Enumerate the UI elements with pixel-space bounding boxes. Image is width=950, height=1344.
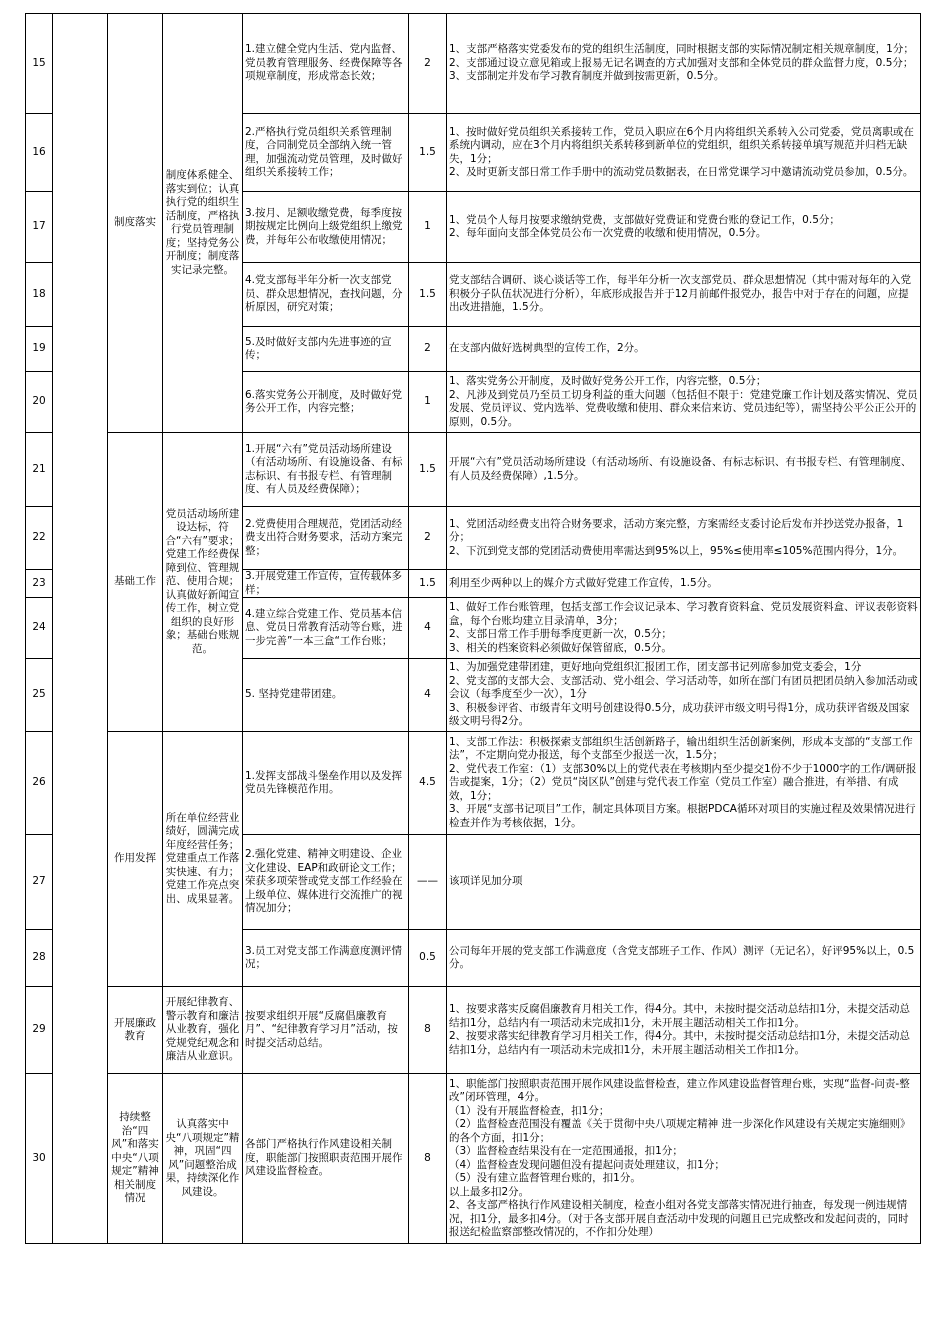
rule-cell: 1、做好工作台账管理，包括支部工作会议记录本、学习教育资料盒、党员发展资料盒、评议表彰资料盒，每个台账均建立目录清单，3分； 2、支部日常工作手册每季度更新一次，0.5分； 3、相关的档案资料必须做好保管留底，0.5分。 <box>447 598 921 659</box>
points-cell: 4 <box>409 598 447 659</box>
rule-cell: 1、支部严格落实党委发布的党的组织生活制度，同时根据支部的实际情况制定相关规章制度，1分； 2、支部通过设立意见箱或上报易无记名调查的方式加强对支部和全体党员的群众监督力度，0.5分； 3、支部制定并发布学习教育制度并做到按需更新，0.5分。 <box>447 14 921 114</box>
rule-cell: 公司每年开展的党支部工作满意度（含党支部班子工作、作风）测评（无记名），好评95%以上，0.5分。 <box>447 930 921 987</box>
row-number: 28 <box>26 930 53 987</box>
standard-cell: 开展纪律教育、警示教育和廉洁从业教育，强化党规党纪观念和廉洁从业意识。 <box>163 987 243 1074</box>
row-number: 16 <box>26 114 53 192</box>
item-cell: 1.发挥支部战斗堡垒作用以及发挥党员先锋模范作用。 <box>243 732 409 835</box>
category-cell: 开展廉政教育 <box>108 987 163 1074</box>
item-cell: 按要求组织开展“反腐倡廉教育月”、“纪律教育学习月”活动，按时提交活动总结。 <box>243 987 409 1074</box>
item-cell: 3.开展党建工作宣传，宣传载体多样； <box>243 570 409 598</box>
rule-cell: 该项详见加分项 <box>447 835 921 930</box>
rule-cell: 开展“六有”党员活动场所建设（有活动场所、有设施设备、有标志标识、有书报专栏、有管理制度、有人员及经费保障）,1.5分。 <box>447 433 921 507</box>
points-cell: 8 <box>409 1074 447 1244</box>
item-cell: 3.员工对党支部工作满意度测评情况； <box>243 930 409 987</box>
rule-cell: 1、按要求落实反腐倡廉教育月相关工作，得4分。其中，未按时提交活动总结扣1分，未提交活动总结扣1分，总结内有一项活动未完成扣1分，未开展主题活动相关工作扣1分。 2、按要求落实纪律教育学习月相关工作，得4分。其中，未按时提交活动总结扣1分，未提交活动总结扣1分，总结内有一项活动未完成扣1分，未开展主题活动相关工作扣1分。 <box>447 987 921 1074</box>
item-cell: 6.落实党务公开制度，及时做好党务公开工作，内容完整； <box>243 372 409 433</box>
points-cell: 1.5 <box>409 263 447 327</box>
rule-cell: 1、职能部门按照职责范围开展作风建设监督检查，建立作风建设监督管理台账，实现“监督-问责-整改”闭环管理，4分。 （1）没有开展监督检查，扣1分； （2）监督检查范围没有覆盖《关于贯彻中央八项规定精神 进一步深化作风建设有关规定实施细则》的各个方面，扣1分； （3）监督检查结果没有在一定范围通报，扣1分； （4）监督检查发现问题但没有提起问责处理建议，扣1分； （5）没有建立监督管理台账的，扣1分。 以上最多扣2分。 2、各支部严格执行作风建设相关制度，检查小组对各党支部落实情况进行抽查，每发现一例违规情况，扣1分，最多扣4分。（对于各支部开展自查活动中发现的问题且已完成整改和发起问责的，同时报送纪检监察部整改情况的，不作扣分处理） <box>447 1074 921 1244</box>
item-cell: 3.按月、足额收缴党费，每季度按期按规定比例向上级党组织上缴党费，并每年公布收缴使用情况； <box>243 192 409 263</box>
item-cell: 2.强化党建、精神文明建设、企业文化建设、EAP和政研论文工作；荣获多项荣誉或党支部工作经验在上级单位、媒体进行交流推广的视情况加分； <box>243 835 409 930</box>
points-cell: 1 <box>409 192 447 263</box>
row-number: 15 <box>26 14 53 114</box>
table-row <box>26 14 921 114</box>
item-cell: 4.建立综合党建工作、党员基本信息、党员日常教育活动等台账，进一步完善”一本三盒“工作台账； <box>243 598 409 659</box>
table-row <box>26 987 921 1074</box>
points-cell: 8 <box>409 987 447 1074</box>
assessment-table <box>25 13 921 1244</box>
item-cell: 1.建立健全党内生活、党内监督、党员教育管理服务、经费保障等各项规章制度，形成常态长效； <box>243 14 409 114</box>
row-number: 25 <box>26 659 53 732</box>
row-number: 19 <box>26 327 53 372</box>
item-cell: 1.开展“六有”党员活动场所建设（有活动场所、有设施设备、有标志标识、有书报专栏、有管理制度、有人员及经费保障）； <box>243 433 409 507</box>
category-cell: 制度落实 <box>108 14 163 433</box>
row-number: 22 <box>26 507 53 570</box>
rule-cell: 1、落实党务公开制度，及时做好党务公开工作，内容完整，0.5分； 2、凡涉及到党员乃至员工切身利益的重大问题（包括但不限于：党建党廉工作计划及落实情况、党员发展、党员评议、党内选举、党费收缴和使用、群众来信来访、党员违纪等），需坚持公平公正公开的原则，0.5分。 <box>447 372 921 433</box>
rule-cell: 1、按时做好党员组织关系接转工作，党员入职应在6个月内将组织关系转入公司党委，党员离职或在系统内调动，应在3个月内将组织关系转移到新单位的党组织，组织关系转接单填写规范并归档无缺失，1分； 2、及时更新支部日常工作手册中的流动党员数据表，在日常党课学习中邀请流动党员参加，0.5分。 <box>447 114 921 192</box>
standard-cell: 所在单位经营业绩好，圆满完成年度经营任务；党建重点工作落实快速、有力；党建工作亮点突出、成果显著。 <box>163 732 243 987</box>
table-row <box>26 732 921 835</box>
rule-cell: 党支部结合调研、谈心谈话等工作，每半年分析一次支部党员、群众思想情况（其中需对每年的入党积极分子队伍状况进行分析），年底形成报告并于12月前邮件报党办，报告中对于存在的问题，应提出改进措施，1.5分。 <box>447 263 921 327</box>
row-number: 17 <box>26 192 53 263</box>
row-number: 24 <box>26 598 53 659</box>
rule-cell: 1、为加强党建带团建，更好地向党组织汇报团工作，团支部书记列席参加党支委会，1分 2、党支部的支部大会、支部活动、党小组会、学习活动等，如所在部门有团员把团员纳入参加活动或会议（每季度至少一次），1分 3、积极参评省、市级青年文明号创建设得0.5分，成功获评市级文明号得1分，成功获评省级及国家级文明号得2分。 <box>447 659 921 732</box>
rule-cell: 1、支部工作法：积极探索支部组织生活创新路子，输出组织生活创新案例，形成本支部的“支部工作法”，不定期向党办报送，每个支部至少报送一次，1.5分； 2、党代表工作室：（1）支部30%以上的党代表在考核期内至少提交1份不少于1000字的工作/调研报告或提案，1分；（2）党员“岗区队”创建与党代表工作室（党员工作室）融合推进，有举措、有成效，1分； 3、开展“支部书记项目”工作，制定具体项目方案。根据PDCA循环对项目的实施过程及效果情况进行检查并作为考核依据，1分。 <box>447 732 921 835</box>
item-cell: 2.严格执行党员组织关系管理制度，合同制党员全部纳入统一管理，加强流动党员管理，及时做好组织关系接转工作； <box>243 114 409 192</box>
rule-cell: 1、党员个人每月按要求缴纳党费，支部做好党费证和党费台账的登记工作，0.5分； 2、每年面向支部全体党员公布一次党费的收缴和使用情况，0.5分。 <box>447 192 921 263</box>
points-cell: 1 <box>409 372 447 433</box>
points-cell: 2 <box>409 327 447 372</box>
category-cell: 基础工作 <box>108 433 163 732</box>
row-number: 27 <box>26 835 53 930</box>
row-number: 26 <box>26 732 53 835</box>
item-cell: 4.党支部每半年分析一次支部党员、群众思想情况，查找问题，分析原因，研究对策； <box>243 263 409 327</box>
item-cell: 2.党费使用合理规范，党团活动经费支出符合财务要求，活动方案完整； <box>243 507 409 570</box>
points-cell: 1.5 <box>409 433 447 507</box>
item-cell: 5.及时做好支部内先进事迹的宣传； <box>243 327 409 372</box>
points-cell: 4 <box>409 659 447 732</box>
row-number: 21 <box>26 433 53 507</box>
row-number: 20 <box>26 372 53 433</box>
category-cell: 持续整治“四风”和落实中央“八项规定”精神相关制度情况 <box>108 1074 163 1244</box>
points-cell: 1.5 <box>409 114 447 192</box>
item-cell: 各部门严格执行作风建设相关制度，职能部门按照职责范围开展作风建设监督检查。 <box>243 1074 409 1244</box>
row-number: 30 <box>26 1074 53 1244</box>
points-cell: —— <box>409 835 447 930</box>
item-cell: 5. 坚持党建带团建。 <box>243 659 409 732</box>
standard-cell: 党员活动场所建设达标，符合“六有”要求；党建工作经费保障到位、管理规范、使用合规；认真做好新闻宣传工作，树立党组织的良好形象；基础台账规范。 <box>163 433 243 732</box>
table-row <box>26 1074 921 1244</box>
category-cell: 作用发挥 <box>108 732 163 987</box>
row-number: 29 <box>26 987 53 1074</box>
points-cell: 2 <box>409 507 447 570</box>
blank-column <box>53 14 108 1244</box>
rule-cell: 利用至少两种以上的媒介方式做好党建工作宣传，1.5分。 <box>447 570 921 598</box>
points-cell: 0.5 <box>409 930 447 987</box>
rule-cell: 1、党团活动经费支出符合财务要求，活动方案完整，方案需经支委讨论后发布并抄送党办报备，1分； 2、下沉到党支部的党团活动费使用率需达到95%以上，95%≤使用率≤105%范围内得分，1分。 <box>447 507 921 570</box>
points-cell: 1.5 <box>409 570 447 598</box>
standard-cell: 制度体系健全、落实到位；认真执行党的组织生活制度，严格执行党员管理制度；坚持党务公开制度；制度落实记录完整。 <box>163 14 243 433</box>
rule-cell: 在支部内做好选树典型的宣传工作，2分。 <box>447 327 921 372</box>
row-number: 18 <box>26 263 53 327</box>
standard-cell: 认真落实中央“八项规定”精神，巩固“四风”问题整治成果，持续深化作风建设。 <box>163 1074 243 1244</box>
table-row <box>26 433 921 507</box>
row-number: 23 <box>26 570 53 598</box>
points-cell: 4.5 <box>409 732 447 835</box>
points-cell: 2 <box>409 14 447 114</box>
